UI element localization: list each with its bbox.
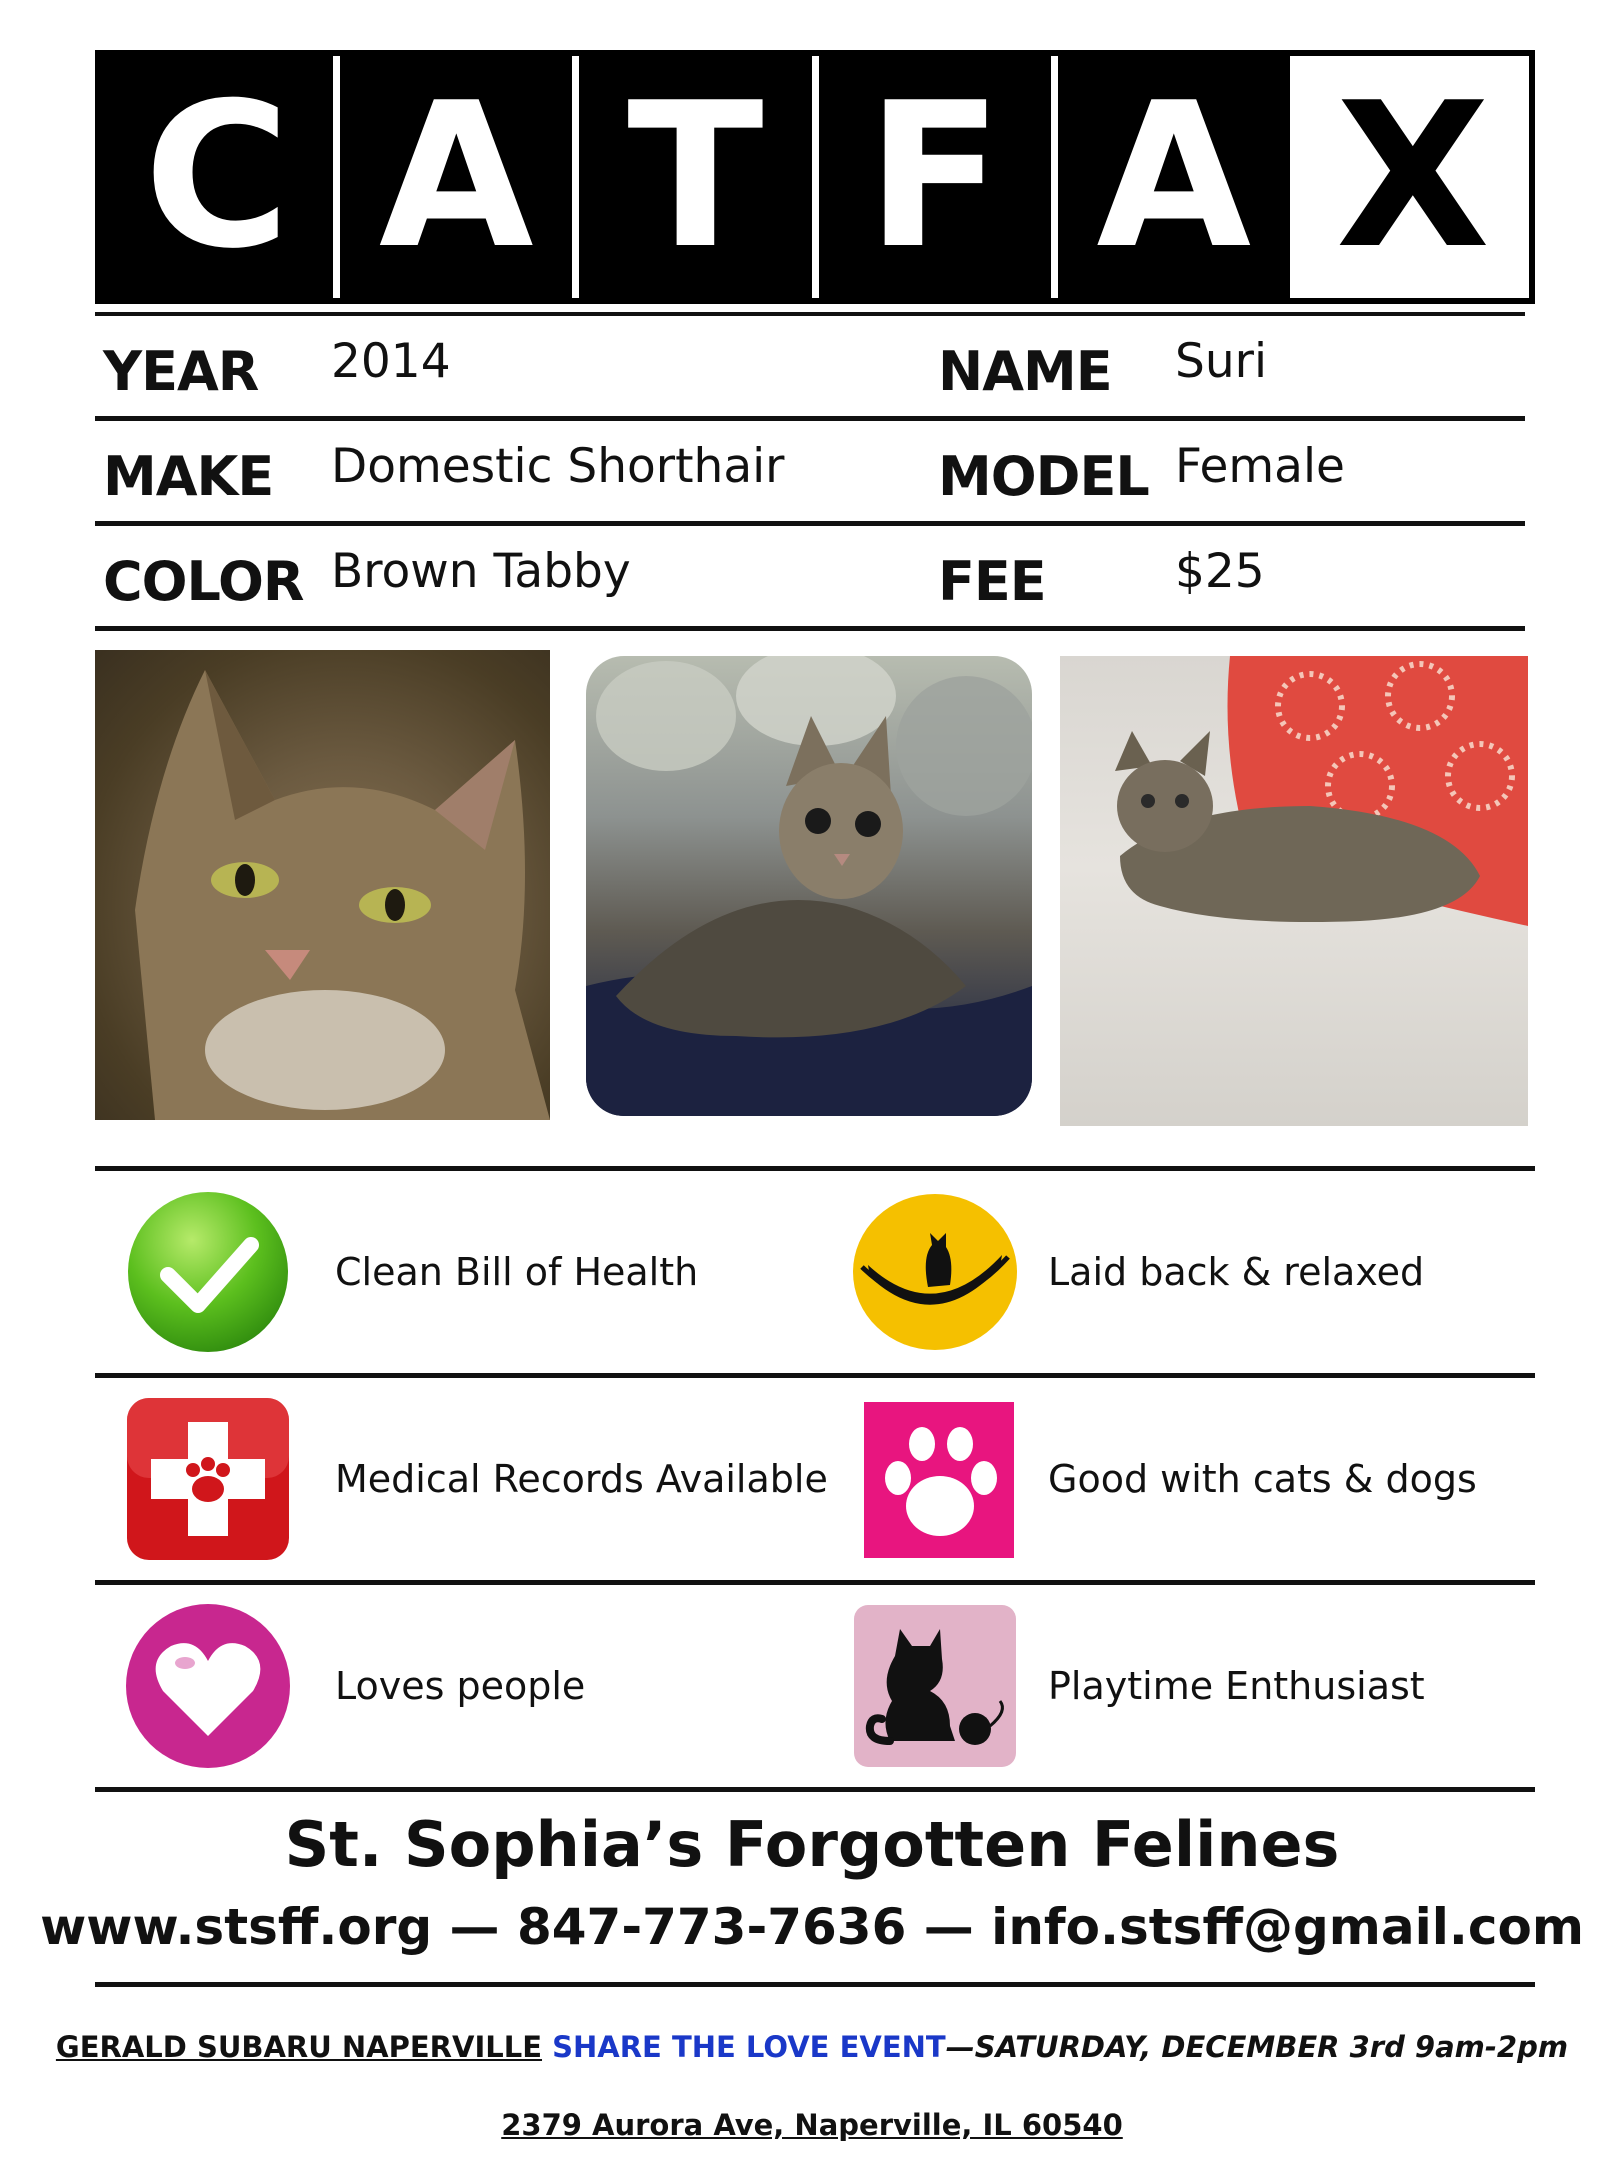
event-date: —SATURDAY, DECEMBER 3rd 9am-2pm: [945, 2030, 1569, 2064]
trait-clean-bill: [123, 1171, 698, 1373]
make-label: MAKE: [103, 445, 274, 508]
banner-letter: F: [819, 56, 1058, 298]
event-name: SHARE THE LOVE EVENT: [542, 2030, 946, 2064]
heart-icon: [123, 1601, 293, 1771]
banner-letter: X: [1297, 56, 1529, 298]
hammock-cat-icon: [850, 1187, 1020, 1357]
info-row-make: [95, 421, 1525, 526]
catfax-banner: [95, 50, 1535, 304]
trait-text: Good with cats & dogs: [1048, 1457, 1477, 1501]
trait-text: Medical Records Available: [335, 1457, 828, 1501]
info-row-color: [95, 526, 1525, 631]
event-line: [0, 2030, 1624, 2064]
kitten-yarn-icon: [850, 1601, 1020, 1771]
trait-text: Clean Bill of Health: [335, 1250, 699, 1294]
banner-letter: A: [340, 56, 579, 298]
model-value: Female: [1175, 439, 1345, 494]
info-table: [95, 312, 1525, 631]
organization-name: St. Sophia’s Forgotten Felines: [284, 1808, 1340, 1881]
trait-row: [95, 1580, 1535, 1792]
medical-cross-paw-icon: [123, 1394, 293, 1564]
trait-good-with-pets: [850, 1378, 1477, 1580]
trait-text: Laid back & relaxed: [1048, 1250, 1425, 1294]
fee-value: $25: [1175, 544, 1265, 599]
fee-label: FEE: [938, 550, 1046, 613]
name-label: NAME: [938, 340, 1112, 403]
divider: [95, 1982, 1535, 1987]
info-row-year: [95, 312, 1525, 421]
contact-line: www.stsff.org — 847-773-7636 — info.stsff@gmail.com: [40, 1898, 1584, 1956]
checkmark-icon: [123, 1187, 293, 1357]
event-address: 2379 Aurora Ave, Naperville, IL 60540: [501, 2108, 1123, 2142]
cat-photo-blanket: [586, 656, 1032, 1116]
banner-letter: A: [1058, 56, 1297, 298]
trait-medical-records: [123, 1378, 828, 1580]
trait-playtime: [850, 1585, 1425, 1787]
banner-letter: T: [579, 56, 818, 298]
banner-letter: C: [101, 56, 340, 298]
event-dealer: GERALD SUBARU NAPERVILLE: [55, 2030, 543, 2064]
make-value: Domestic Shorthair: [331, 439, 785, 494]
trait-row: [95, 1373, 1535, 1580]
trait-loves-people: [123, 1585, 585, 1787]
name-value: Suri: [1175, 334, 1268, 389]
color-value: Brown Tabby: [331, 544, 631, 599]
cat-photo-closeup: [95, 650, 550, 1120]
year-value: 2014: [331, 334, 451, 389]
traits-grid: [95, 1166, 1535, 1792]
trait-laid-back: [850, 1171, 1424, 1373]
color-label: COLOR: [103, 550, 304, 613]
paw-print-icon: [850, 1394, 1020, 1564]
year-label: YEAR: [103, 340, 259, 403]
trait-row: [95, 1166, 1535, 1373]
trait-text: Loves people: [335, 1664, 586, 1708]
model-label: MODEL: [938, 445, 1149, 508]
cat-photo-couch: [1060, 656, 1528, 1126]
trait-text: Playtime Enthusiast: [1048, 1664, 1425, 1708]
